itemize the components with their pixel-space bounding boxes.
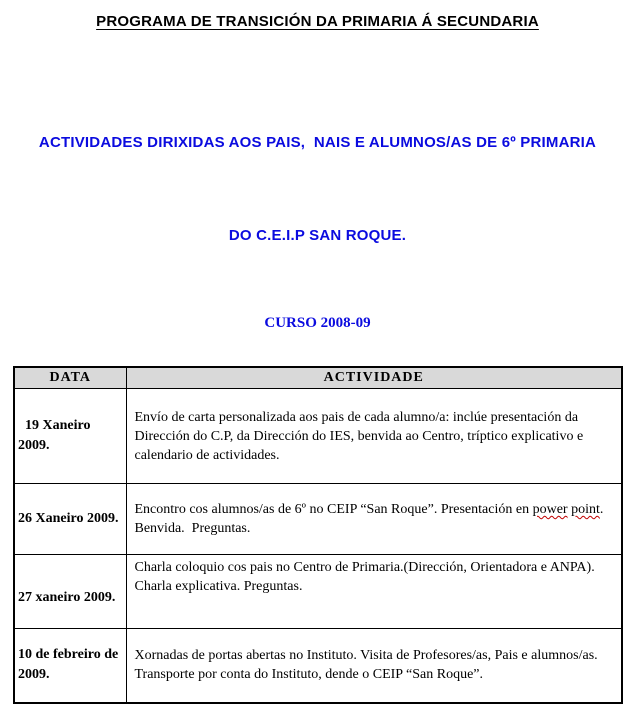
misspelled-word: power bbox=[532, 502, 568, 517]
activity-text: Charla coloquio cos pais no Centro de Primaria.(Dirección, Orientadora e ANPA). Charla explicativa. Preguntas. bbox=[134, 560, 599, 594]
activities-table bbox=[13, 366, 623, 704]
subtitle-block bbox=[0, 65, 635, 313]
activity-cell bbox=[126, 484, 622, 555]
date-cell: 26 Xaneiro 2009. bbox=[14, 484, 126, 555]
document-page bbox=[0, 13, 635, 683]
column-header-data: DATA bbox=[14, 367, 126, 389]
activity-text: . Benvida. Preguntas. bbox=[134, 502, 607, 536]
page-title: PROGRAMA DE TRANSICIÓN DA PRIMARIA Á SECUNDARIA bbox=[96, 13, 539, 30]
activity-cell bbox=[126, 555, 622, 629]
activity-cell bbox=[126, 629, 622, 703]
table-row bbox=[14, 389, 622, 484]
activity-cell bbox=[126, 389, 622, 484]
subtitle-line-2: DO C.E.I.P SAN ROQUE. bbox=[228, 227, 407, 244]
course-label: CURSO 2008-09 bbox=[264, 315, 371, 331]
table-header-row bbox=[14, 367, 622, 389]
subtitle-line-1: ACTIVIDADES DIRIXIDAS AOS PAIS, NAIS E ALUMNOS/AS DE 6º PRIMARIA bbox=[38, 134, 597, 151]
date-cell: 27 xaneiro 2009. bbox=[14, 555, 126, 629]
table-row bbox=[14, 484, 622, 555]
date-cell: 10 de febreiro de 2009. bbox=[14, 629, 126, 703]
table-row bbox=[14, 555, 622, 629]
column-header-actividade: ACTIVIDADE bbox=[126, 367, 622, 389]
table-row bbox=[14, 629, 622, 703]
activity-text: Encontro cos alumnos/as de 6º no CEIP “San Roque”. Presentación en bbox=[134, 502, 533, 517]
activity-text: Envío de carta personalizada aos pais de cada alumno/a: inclúe presentación da Dirección do C.P, da Dirección do IES, benvida ao Centro, tríptico explicativo e calendario de actividades. bbox=[134, 409, 587, 463]
misspelled-word: point bbox=[571, 502, 600, 517]
date-cell: 19 Xaneiro 2009. bbox=[14, 389, 126, 484]
activity-text: Xornadas de portas abertas no Instituto. Visita de Profesores/as, Pais e alumnos/as. Transporte por conta do Instituto, dende o CEIP “San Roque”. bbox=[134, 648, 601, 683]
